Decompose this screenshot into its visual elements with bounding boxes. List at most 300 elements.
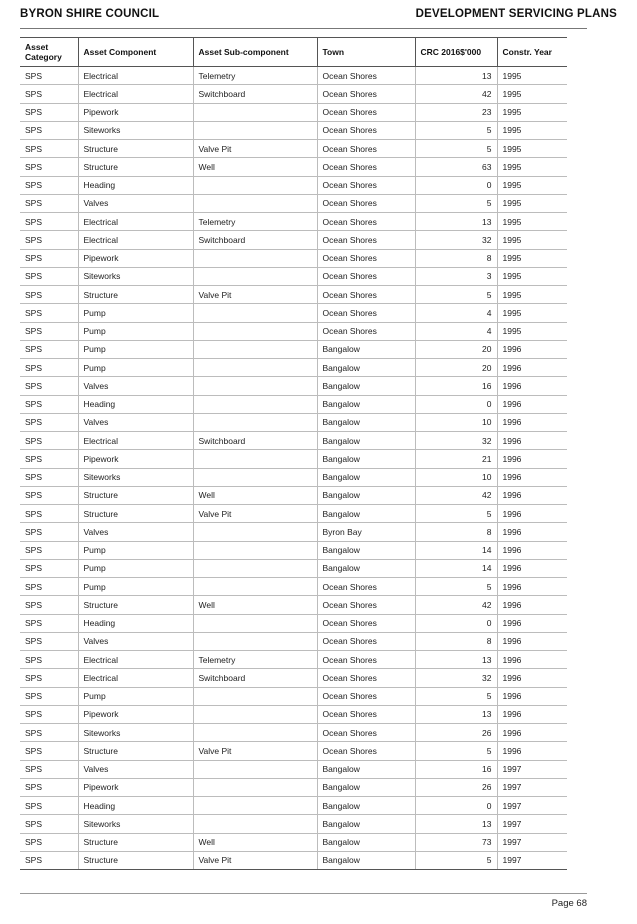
cell-subcomponent [193,724,317,742]
cell-year: 1995 [497,267,567,285]
cell-town: Ocean Shores [317,632,415,650]
cell-category: SPS [20,322,78,340]
cell-crc: 5 [415,194,497,212]
table-row [20,85,567,103]
cell-subcomponent: Switchboard [193,231,317,249]
cell-town: Ocean Shores [317,304,415,322]
cell-subcomponent [193,760,317,778]
cell-year: 1996 [497,687,567,705]
cell-component: Valves [78,760,193,778]
cell-category: SPS [20,669,78,687]
col-asset-subcomponent: Asset Sub-component [193,38,317,67]
cell-year: 1996 [497,559,567,577]
cell-category: SPS [20,176,78,194]
cell-component: Siteworks [78,267,193,285]
cell-component: Heading [78,176,193,194]
table-row [20,797,567,815]
cell-year: 1995 [497,103,567,121]
cell-year: 1995 [497,249,567,267]
cell-category: SPS [20,486,78,504]
cell-town: Bangalow [317,340,415,358]
cell-crc: 5 [415,578,497,596]
cell-town: Bangalow [317,833,415,851]
cell-town: Ocean Shores [317,742,415,760]
cell-component: Valves [78,377,193,395]
cell-crc: 8 [415,249,497,267]
cell-subcomponent [193,267,317,285]
table-row [20,559,567,577]
cell-year: 1996 [497,669,567,687]
cell-town: Ocean Shores [317,158,415,176]
cell-category: SPS [20,450,78,468]
cell-town: Bangalow [317,450,415,468]
cell-category: SPS [20,377,78,395]
cell-town: Bangalow [317,778,415,796]
cell-component: Pipework [78,249,193,267]
cell-town: Ocean Shores [317,194,415,212]
cell-year: 1997 [497,815,567,833]
cell-category: SPS [20,651,78,669]
cell-subcomponent: Valve Pit [193,286,317,304]
cell-crc: 20 [415,340,497,358]
cell-town: Bangalow [317,486,415,504]
cell-town: Ocean Shores [317,724,415,742]
table-row [20,833,567,851]
cell-category: SPS [20,286,78,304]
cell-component: Valves [78,413,193,431]
cell-crc: 5 [415,687,497,705]
cell-town: Ocean Shores [317,67,415,85]
cell-town: Bangalow [317,851,415,869]
table-row [20,486,567,504]
cell-category: SPS [20,231,78,249]
cell-crc: 4 [415,304,497,322]
cell-subcomponent: Valve Pit [193,140,317,158]
table-header-row [20,38,567,67]
cell-category: SPS [20,194,78,212]
cell-subcomponent: Switchboard [193,85,317,103]
cell-crc: 26 [415,724,497,742]
cell-component: Structure [78,833,193,851]
cell-year: 1996 [497,432,567,450]
cell-subcomponent [193,304,317,322]
cell-subcomponent: Switchboard [193,432,317,450]
cell-category: SPS [20,85,78,103]
cell-subcomponent [193,194,317,212]
table-row [20,158,567,176]
cell-component: Siteworks [78,121,193,139]
table-row [20,851,567,869]
cell-category: SPS [20,158,78,176]
cell-town: Bangalow [317,377,415,395]
table-row [20,432,567,450]
cell-year: 1997 [497,760,567,778]
cell-subcomponent: Well [193,486,317,504]
cell-town: Byron Bay [317,523,415,541]
col-constr-year: Constr. Year [497,38,567,67]
table-row [20,614,567,632]
cell-town: Bangalow [317,541,415,559]
cell-crc: 5 [415,742,497,760]
cell-year: 1995 [497,176,567,194]
cell-crc: 14 [415,541,497,559]
cell-subcomponent [193,523,317,541]
cell-subcomponent [193,541,317,559]
cell-category: SPS [20,797,78,815]
table-row [20,450,567,468]
cell-subcomponent [193,377,317,395]
col-crc: CRC 2016$'000 [415,38,497,67]
cell-component: Electrical [78,231,193,249]
cell-crc: 32 [415,669,497,687]
cell-category: SPS [20,815,78,833]
cell-component: Structure [78,596,193,614]
table-row [20,377,567,395]
header-divider [20,28,587,29]
cell-category: SPS [20,724,78,742]
cell-year: 1996 [497,742,567,760]
cell-category: SPS [20,413,78,431]
footer-divider [20,893,587,894]
table-row [20,651,567,669]
cell-component: Pump [78,304,193,322]
cell-crc: 8 [415,632,497,650]
cell-subcomponent: Well [193,596,317,614]
cell-year: 1997 [497,851,567,869]
cell-crc: 13 [415,651,497,669]
cell-subcomponent [193,578,317,596]
cell-subcomponent: Valve Pit [193,851,317,869]
table-row [20,742,567,760]
cell-category: SPS [20,778,78,796]
cell-year: 1996 [497,486,567,504]
table-row [20,523,567,541]
cell-category: SPS [20,304,78,322]
cell-town: Bangalow [317,432,415,450]
cell-crc: 0 [415,797,497,815]
cell-town: Ocean Shores [317,121,415,139]
cell-year: 1997 [497,778,567,796]
cell-crc: 5 [415,286,497,304]
cell-component: Electrical [78,85,193,103]
cell-subcomponent [193,340,317,358]
table-row [20,304,567,322]
cell-component: Heading [78,395,193,413]
cell-component: Pipework [78,450,193,468]
cell-crc: 0 [415,176,497,194]
cell-year: 1995 [497,286,567,304]
cell-category: SPS [20,67,78,85]
cell-component: Structure [78,486,193,504]
cell-crc: 73 [415,833,497,851]
cell-component: Pump [78,687,193,705]
cell-component: Heading [78,797,193,815]
cell-category: SPS [20,359,78,377]
cell-component: Structure [78,158,193,176]
cell-component: Structure [78,851,193,869]
table-row [20,140,567,158]
cell-category: SPS [20,249,78,267]
table-row [20,505,567,523]
cell-component: Pipework [78,103,193,121]
cell-subcomponent: Telemetry [193,213,317,231]
cell-town: Bangalow [317,505,415,523]
cell-crc: 5 [415,505,497,523]
cell-subcomponent [193,395,317,413]
cell-component: Valves [78,194,193,212]
cell-crc: 10 [415,468,497,486]
table-row [20,194,567,212]
cell-year: 1996 [497,632,567,650]
cell-town: Ocean Shores [317,231,415,249]
cell-town: Ocean Shores [317,213,415,231]
table-row [20,596,567,614]
cell-subcomponent: Telemetry [193,67,317,85]
cell-year: 1996 [497,413,567,431]
cell-component: Pump [78,322,193,340]
table-row [20,213,567,231]
cell-component: Structure [78,742,193,760]
cell-category: SPS [20,395,78,413]
cell-town: Bangalow [317,797,415,815]
table-row [20,632,567,650]
cell-year: 1996 [497,705,567,723]
cell-crc: 13 [415,815,497,833]
cell-year: 1996 [497,523,567,541]
cell-category: SPS [20,267,78,285]
col-asset-component: Asset Component [78,38,193,67]
cell-component: Pipework [78,705,193,723]
table-row [20,395,567,413]
cell-town: Bangalow [317,559,415,577]
cell-crc: 13 [415,67,497,85]
table-row [20,231,567,249]
cell-component: Structure [78,140,193,158]
cell-year: 1996 [497,724,567,742]
cell-town: Ocean Shores [317,705,415,723]
cell-component: Pump [78,578,193,596]
table-row [20,103,567,121]
cell-crc: 32 [415,432,497,450]
cell-category: SPS [20,541,78,559]
cell-component: Electrical [78,67,193,85]
cell-year: 1995 [497,231,567,249]
cell-category: SPS [20,468,78,486]
cell-subcomponent [193,468,317,486]
cell-year: 1996 [497,395,567,413]
cell-component: Valves [78,523,193,541]
cell-town: Ocean Shores [317,651,415,669]
cell-year: 1995 [497,304,567,322]
cell-town: Bangalow [317,760,415,778]
table-row [20,176,567,194]
document-title: DEVELOPMENT SERVICING PLANS [415,8,617,20]
cell-category: SPS [20,596,78,614]
table-row [20,249,567,267]
cell-crc: 13 [415,705,497,723]
cell-component: Pump [78,359,193,377]
cell-subcomponent [193,176,317,194]
cell-crc: 10 [415,413,497,431]
cell-category: SPS [20,760,78,778]
cell-crc: 32 [415,231,497,249]
table-row [20,815,567,833]
cell-subcomponent [193,322,317,340]
cell-town: Bangalow [317,815,415,833]
table-row [20,121,567,139]
cell-crc: 63 [415,158,497,176]
cell-town: Ocean Shores [317,578,415,596]
cell-subcomponent: Switchboard [193,669,317,687]
cell-category: SPS [20,213,78,231]
cell-town: Ocean Shores [317,322,415,340]
cell-component: Electrical [78,213,193,231]
table-row [20,468,567,486]
cell-year: 1996 [497,541,567,559]
table-row [20,359,567,377]
cell-component: Siteworks [78,724,193,742]
cell-town: Bangalow [317,359,415,377]
cell-year: 1995 [497,322,567,340]
cell-category: SPS [20,340,78,358]
cell-subcomponent [193,687,317,705]
cell-subcomponent [193,778,317,796]
cell-category: SPS [20,121,78,139]
cell-crc: 42 [415,596,497,614]
table-row [20,322,567,340]
cell-town: Ocean Shores [317,249,415,267]
page-number: Page 68 [551,898,587,909]
cell-year: 1996 [497,651,567,669]
cell-crc: 5 [415,851,497,869]
cell-crc: 23 [415,103,497,121]
cell-town: Ocean Shores [317,596,415,614]
cell-component: Siteworks [78,468,193,486]
cell-year: 1996 [497,614,567,632]
cell-town: Bangalow [317,468,415,486]
cell-subcomponent [193,359,317,377]
cell-crc: 16 [415,760,497,778]
cell-crc: 8 [415,523,497,541]
cell-town: Ocean Shores [317,85,415,103]
cell-crc: 0 [415,395,497,413]
cell-component: Heading [78,614,193,632]
cell-component: Structure [78,505,193,523]
cell-subcomponent: Valve Pit [193,505,317,523]
table-row [20,413,567,431]
table-row [20,778,567,796]
cell-town: Bangalow [317,395,415,413]
cell-category: SPS [20,103,78,121]
cell-town: Ocean Shores [317,669,415,687]
cell-subcomponent: Well [193,158,317,176]
cell-town: Ocean Shores [317,267,415,285]
cell-component: Valves [78,632,193,650]
cell-town: Ocean Shores [317,614,415,632]
cell-component: Pump [78,559,193,577]
cell-town: Ocean Shores [317,103,415,121]
cell-year: 1995 [497,213,567,231]
cell-town: Ocean Shores [317,176,415,194]
cell-component: Electrical [78,651,193,669]
page-header [20,8,617,26]
table-row [20,67,567,85]
cell-component: Electrical [78,432,193,450]
cell-subcomponent [193,103,317,121]
cell-component: Siteworks [78,815,193,833]
cell-subcomponent [193,705,317,723]
table-row [20,541,567,559]
cell-crc: 42 [415,486,497,504]
cell-crc: 20 [415,359,497,377]
cell-town: Bangalow [317,413,415,431]
cell-category: SPS [20,851,78,869]
cell-year: 1996 [497,468,567,486]
cell-component: Pump [78,340,193,358]
cell-component: Pipework [78,778,193,796]
cell-subcomponent [193,413,317,431]
cell-crc: 16 [415,377,497,395]
table-row [20,687,567,705]
cell-category: SPS [20,705,78,723]
cell-subcomponent: Valve Pit [193,742,317,760]
cell-subcomponent [193,797,317,815]
cell-year: 1997 [497,797,567,815]
cell-category: SPS [20,742,78,760]
cell-year: 1995 [497,158,567,176]
cell-category: SPS [20,140,78,158]
cell-year: 1996 [497,377,567,395]
cell-year: 1996 [497,578,567,596]
cell-crc: 13 [415,213,497,231]
cell-crc: 42 [415,85,497,103]
cell-year: 1996 [497,505,567,523]
cell-crc: 3 [415,267,497,285]
cell-subcomponent [193,632,317,650]
table-row [20,267,567,285]
table-row [20,578,567,596]
asset-table [20,37,567,870]
cell-town: Ocean Shores [317,687,415,705]
cell-year: 1995 [497,121,567,139]
cell-year: 1996 [497,450,567,468]
cell-year: 1996 [497,359,567,377]
cell-crc: 4 [415,322,497,340]
cell-crc: 5 [415,121,497,139]
cell-component: Pump [78,541,193,559]
cell-subcomponent [193,121,317,139]
cell-category: SPS [20,614,78,632]
cell-subcomponent [193,614,317,632]
cell-category: SPS [20,505,78,523]
table-body [20,67,567,870]
table-row [20,286,567,304]
table-row [20,669,567,687]
cell-year: 1997 [497,833,567,851]
cell-crc: 0 [415,614,497,632]
table-row [20,724,567,742]
col-asset-category: Asset Category [20,38,78,67]
cell-year: 1995 [497,140,567,158]
cell-town: Ocean Shores [317,140,415,158]
cell-subcomponent: Telemetry [193,651,317,669]
cell-category: SPS [20,432,78,450]
cell-year: 1995 [497,85,567,103]
cell-category: SPS [20,523,78,541]
council-name: BYRON SHIRE COUNCIL [20,8,160,20]
cell-category: SPS [20,833,78,851]
cell-component: Structure [78,286,193,304]
